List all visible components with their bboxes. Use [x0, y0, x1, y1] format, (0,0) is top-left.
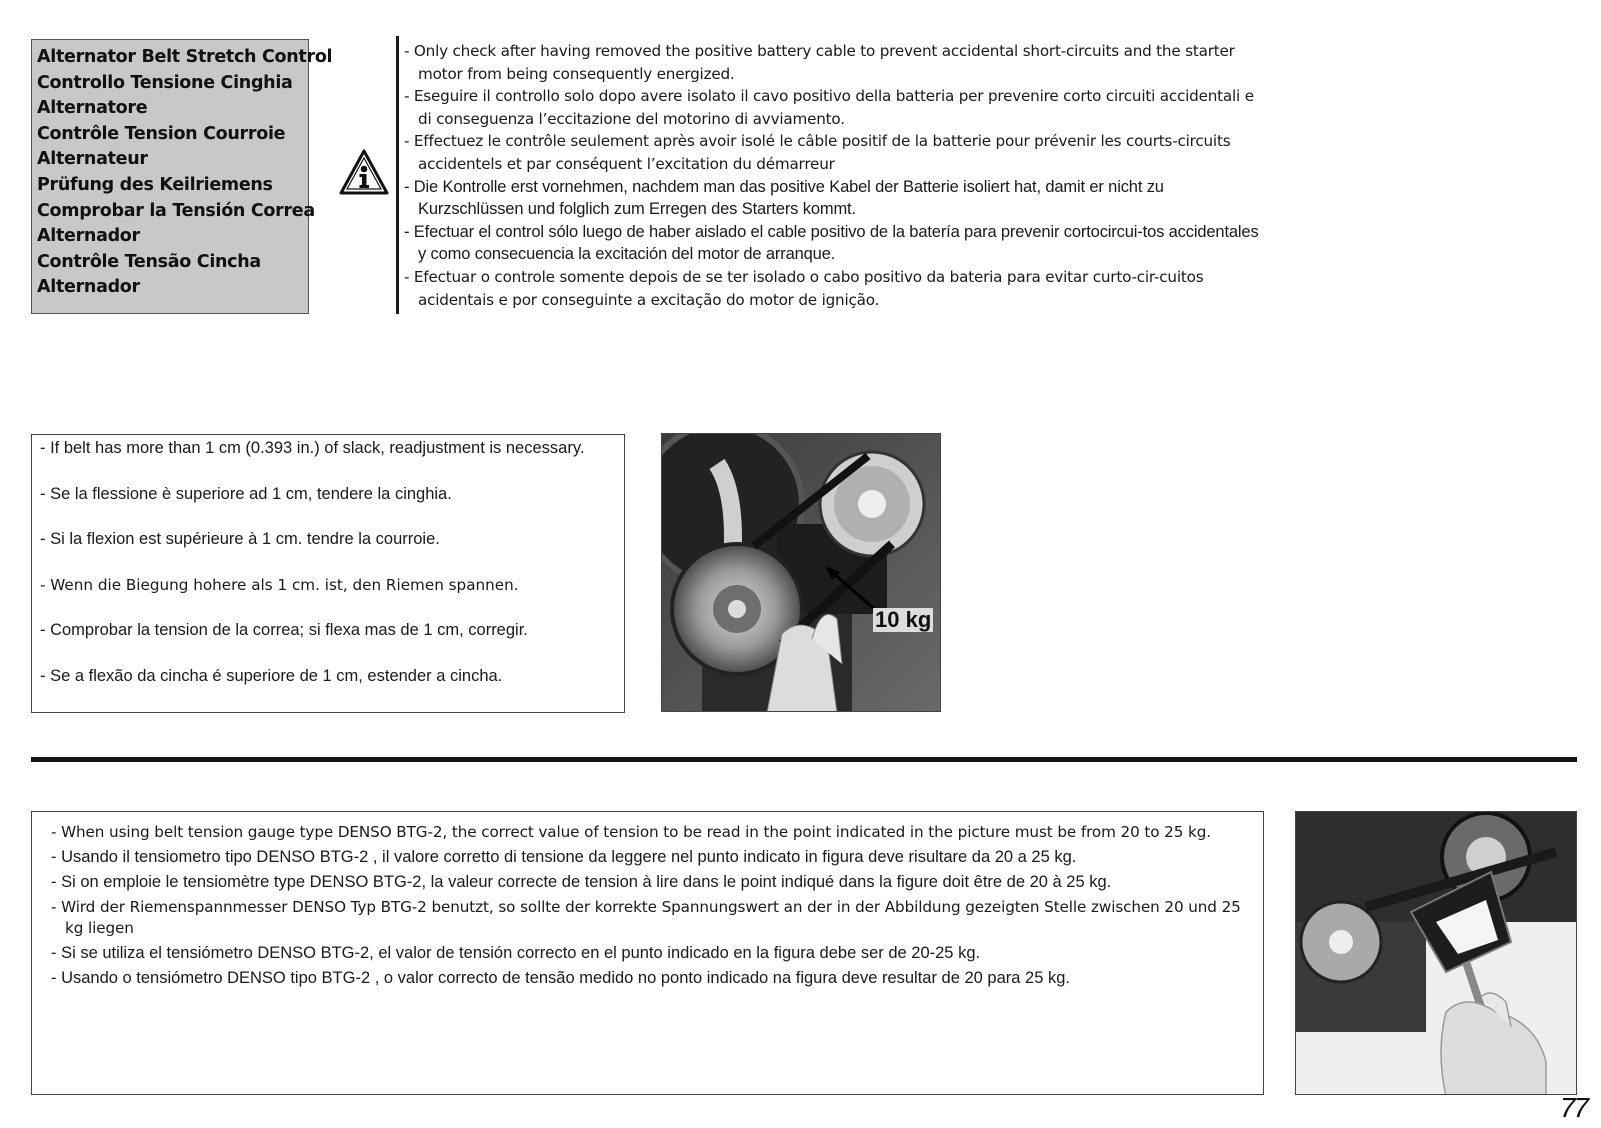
warning-pt: - Efectuar o controle somente depois de se ter isolado o cabo positivo da bateria para evitar curto-cir-cuitos acidentais e por conseguinte a excitação do motor de ignição.: [404, 267, 1204, 309]
force-label: 10 kg: [875, 607, 932, 632]
gauge-step-es: - Si se utiliza el tensiómetro DENSO BTG-2, el valor de tensión correcto en el punto indicado en la figura debe ser de 20-25 kg.: [51, 944, 981, 962]
title-line: Alternator Belt Stretch Control: [37, 47, 333, 67]
slack-step-es: - Comprobar la tension de la correa; si flexa mas de 1 cm, corregir.: [40, 621, 528, 639]
slack-step-de: - Wenn die Biegung hohere als 1 cm. ist, den Riemen spannen.: [40, 575, 519, 594]
slack-step-fr: - Si la flexion est supérieure à 1 cm. tendre la courroie.: [40, 530, 440, 548]
title-line: Alternador: [37, 277, 140, 298]
title-box: [31, 39, 333, 314]
title-line: Alternateur: [37, 149, 148, 170]
title-line: Controllo Tensione Cinghia: [37, 72, 293, 93]
section-divider: [31, 757, 1577, 762]
gauge-step-de: - Wird der Riemenspannmesser DENSO Typ BTG-2 benutzt, so sollte der korrekte Spannungswert an der in der Abbildung gezeigten Stelle zwischen 20 und 25 kg liegen: [51, 898, 1241, 937]
slack-step-it: - Se la flessione è superiore ad 1 cm, tendere la cinghia.: [40, 484, 452, 503]
gauge-step-en: - When using belt tension gauge type DENSO BTG-2, the correct value of tension to be read in the point indicated in the picture must be from 20 to 25 kg.: [51, 823, 1211, 841]
warning-es: - Efectuar el control sólo luego de haber aislado el cable positivo de la batería para prevenir cortocircui-tos accidentales y como consecuencia la excitación del motor de arranque.: [404, 222, 1259, 264]
warning-info-icon: [339, 149, 389, 195]
belt-deflection-photo: [661, 433, 941, 712]
gauge-step-it: - Usando il tensiometro tipo DENSO BTG-2 , il valore corretto di tensione da leggere nel punto indicato in figura deve risultare da 20 a 25 kg.: [51, 848, 1077, 866]
title-line: Prüfung des Keilriemens: [37, 174, 273, 195]
slack-instructions-box: [31, 434, 625, 713]
warning-de: - Die Kontrolle erst vornehmen, nachdem man das positive Kabel der Batterie isoliert hat, damit er nicht zu Kurzschlüssen und folglich zum Erregen des Starters kommt.: [404, 177, 1164, 219]
gauge-instructions-box: [31, 811, 1264, 1095]
warning-text-block: [404, 40, 1264, 311]
warning-fr: - Effectuez le contrôle seulement après avoir isolé le câble positif de la batterie pour prévenir les courts-circuits accidentels et par conséquent l’excitation du démarreur: [404, 132, 1231, 173]
gauge-step-fr: - Si on emploie le tensiomètre type DENSO BTG-2, la valeur correcte de tension à lire dans le point indiqué dans la figure doit être de 20 à 25 kg.: [51, 873, 1112, 891]
warning-divider: [396, 36, 399, 314]
title-line: Contrôle Tension Courroie: [37, 123, 286, 144]
title-line: Comprobar la Tensión Correa: [37, 200, 315, 221]
title-line: Alternatore: [37, 98, 148, 119]
title-line: Contrôle Tensão Cincha: [37, 251, 261, 272]
title-line: Alternador: [37, 226, 140, 247]
page-number: 77: [1559, 1092, 1587, 1123]
tension-gauge-photo: [1295, 811, 1577, 1095]
warning-en: - Only check after having removed the positive battery cable to prevent accidental short-circuits and the starter motor from being consequently energized.: [404, 42, 1235, 83]
slack-step-pt: - Se a flexão da cincha é superiore de 1 cm, estender a cincha.: [40, 666, 503, 685]
slack-step-en: - If belt has more than 1 cm (0.393 in.) of slack, readjustment is necessary.: [40, 439, 585, 457]
gauge-step-pt: - Usando o tensiómetro DENSO tipo BTG-2 , o valor correcto de tensão medido no ponto indicado na figura deve resultar de 20 para 25 kg.: [51, 969, 1070, 987]
warning-it: - Eseguire il controllo solo dopo avere isolato il cavo positivo della batteria per prevenire corto circuiti accidentali e di conseguenza l’eccitazione del motorino di avviamento.: [404, 87, 1254, 128]
